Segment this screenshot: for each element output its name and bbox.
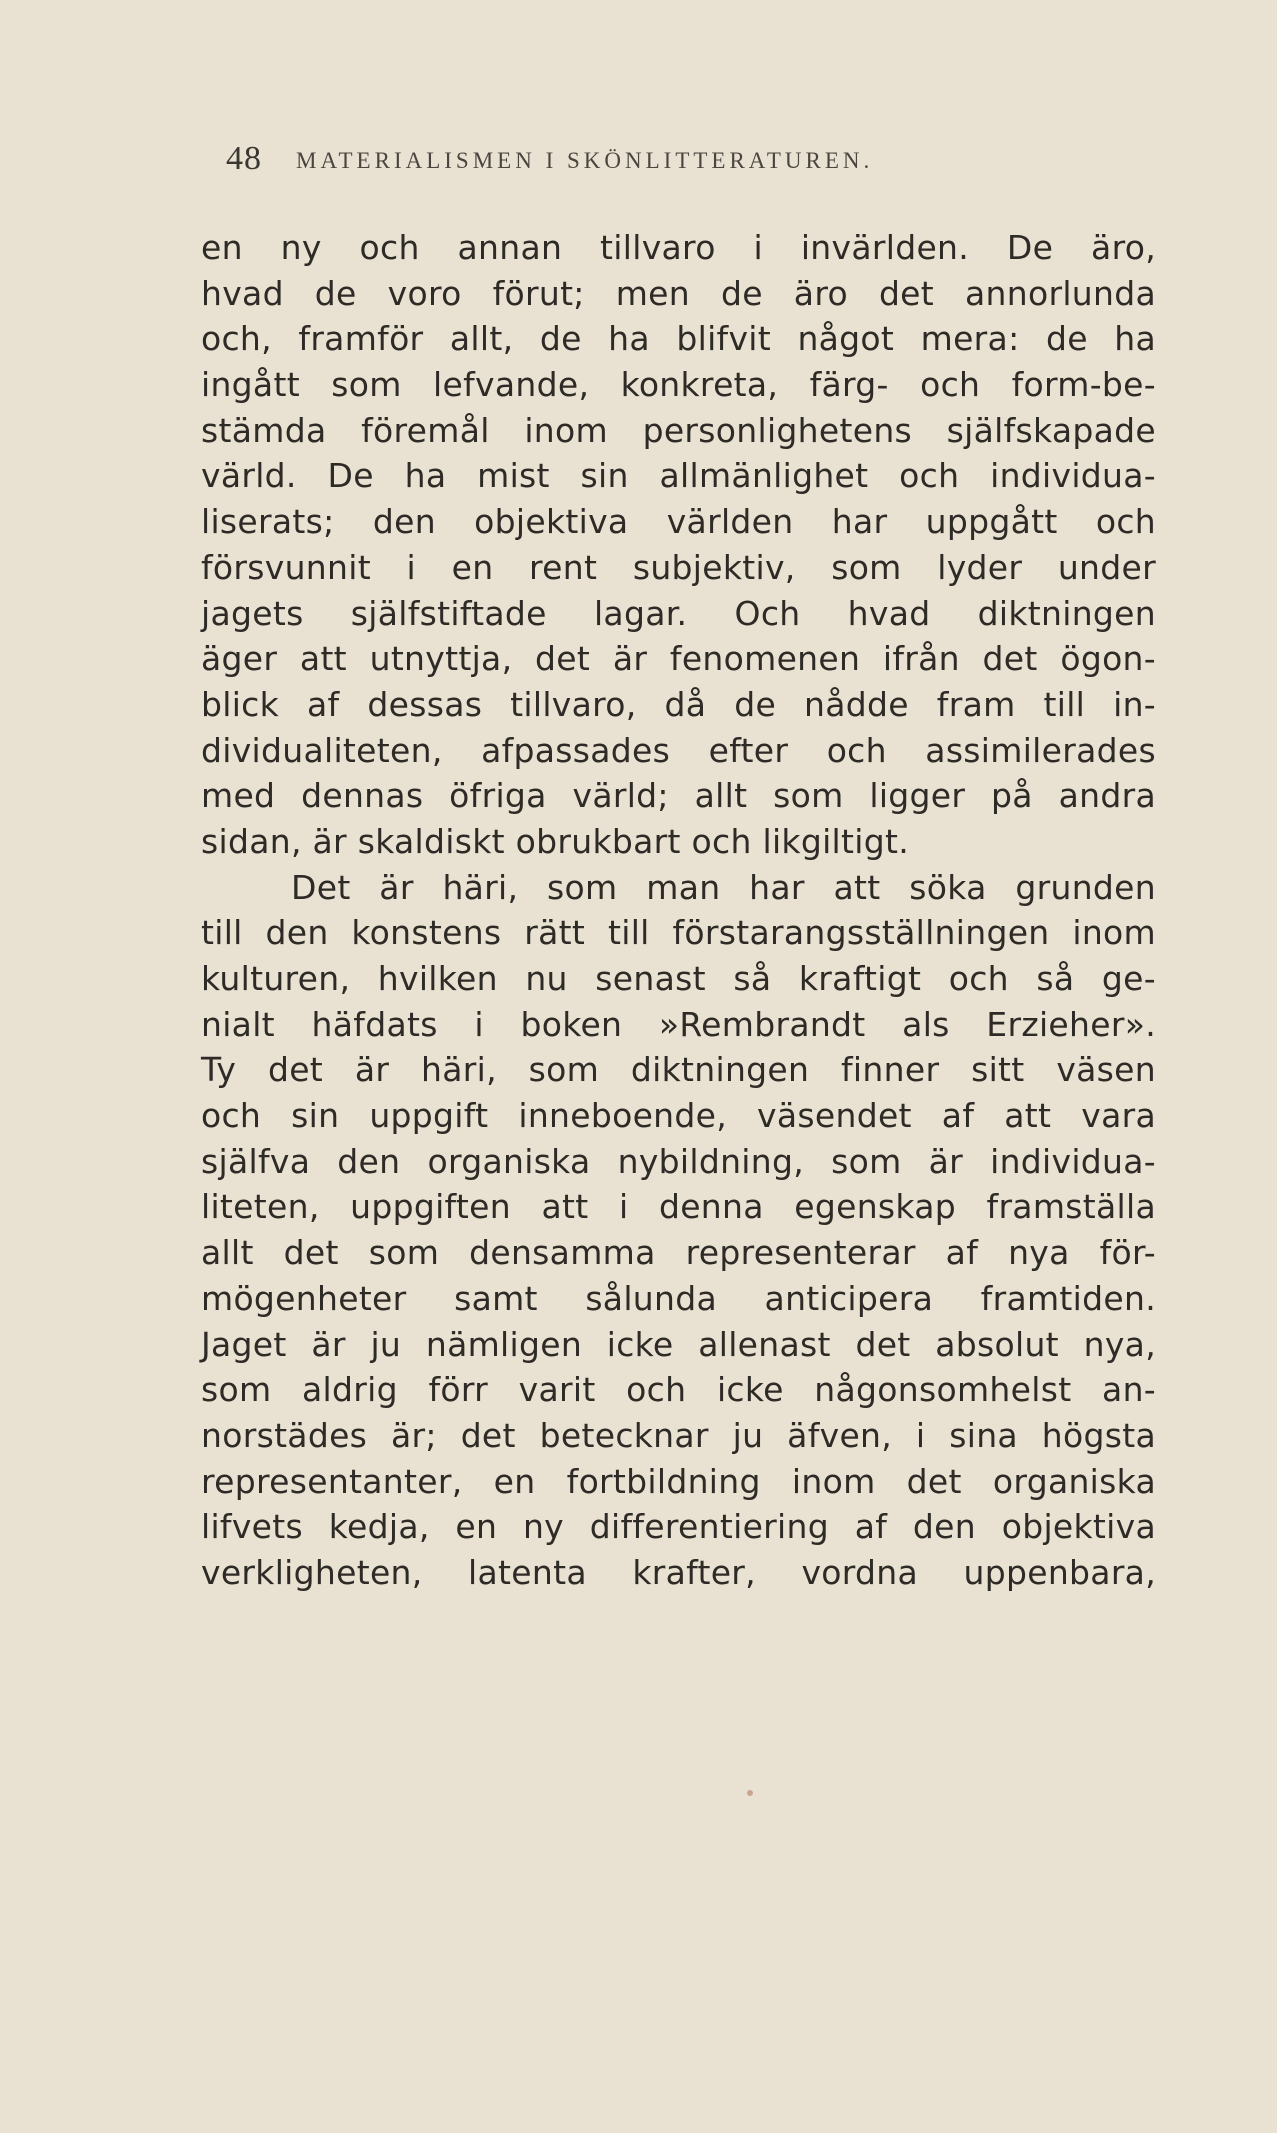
text-line: försvunnit i en rent subjektiv, som lyder under xyxy=(201,547,1156,587)
text-line: mögenheter samt sålunda anticipera framtiden. xyxy=(201,1278,1156,1318)
text-line: verkligheten, latenta krafter, vordna uppenbara, xyxy=(201,1552,1156,1592)
text-line: kulturen, hvilken nu senast så kraftigt och så ge- xyxy=(201,959,1156,998)
text-line: liteten, uppgiften att i denna egenskap framställa xyxy=(201,1187,1156,1227)
text-line: en ny och annan tillvaro i invärlden. De äro, xyxy=(201,228,1156,267)
text-line: till den konstens rätt till förstarangsställningen inom xyxy=(201,913,1156,953)
text-line: ingått som lefvande, konkreta, färg- och form-be- xyxy=(201,365,1156,405)
text-line: och, framför allt, de ha blifvit något mera: de ha xyxy=(201,319,1156,359)
body-text xyxy=(201,225,1156,1596)
text-line: liserats; den objektiva världen har uppgått och xyxy=(201,502,1156,542)
text-line: stämda föremål inom personlighetens själfskapade xyxy=(201,410,1156,450)
text-line: och sin uppgift inneboende, väsendet af att vara xyxy=(201,1096,1156,1136)
text-line: allt det som densamma representerar af nya för- xyxy=(201,1233,1156,1273)
text-line: hvad de voro förut; men de äro det annorlunda xyxy=(201,273,1156,313)
running-head: MATERIALISMEN I SKÖNLITTERATUREN. xyxy=(296,148,874,173)
text-line: Det är häri, som man har att söka grunden xyxy=(291,867,1156,907)
text-line: Ty det är häri, som diktningen finner sitt väsen xyxy=(201,1050,1156,1090)
text-line: själfva den organiska nybildning, som är individua- xyxy=(201,1141,1156,1181)
text-line: dividualiteten, afpassades efter och assimilerades xyxy=(201,730,1156,770)
text-line: Jaget är ju nämligen icke allenast det absolut nya, xyxy=(201,1324,1156,1364)
text-line: lifvets kedja, en ny differentiering af den objektiva xyxy=(201,1507,1156,1547)
text-line: representanter, en fortbildning inom det organiska xyxy=(201,1461,1156,1501)
text-line: jagets själfstiftade lagar. Och hvad diktningen xyxy=(201,593,1156,633)
text-line: sidan, är skaldiskt obrukbart och likgiltigt. xyxy=(201,821,910,861)
page-number: 48 xyxy=(226,140,262,177)
text-line: värld. De ha mist sin allmänlighet och individua- xyxy=(201,456,1156,496)
text-line: med dennas öfriga värld; allt som ligger på andra xyxy=(201,776,1156,816)
ink-speck xyxy=(747,1790,753,1796)
text-line: blick af dessas tillvaro, då de nådde fram till in- xyxy=(201,684,1156,724)
text-line: äger att utnyttja, det är fenomenen ifrån det ögon- xyxy=(201,639,1156,679)
page-header xyxy=(226,140,1156,180)
text-line: norstädes är; det betecknar ju äfven, i sina högsta xyxy=(201,1415,1156,1455)
text-line: som aldrig förr varit och icke någonsomhelst an- xyxy=(201,1370,1156,1410)
text-line: nialt häfdats i boken »Rembrandt als Erzieher». xyxy=(201,1004,1156,1044)
